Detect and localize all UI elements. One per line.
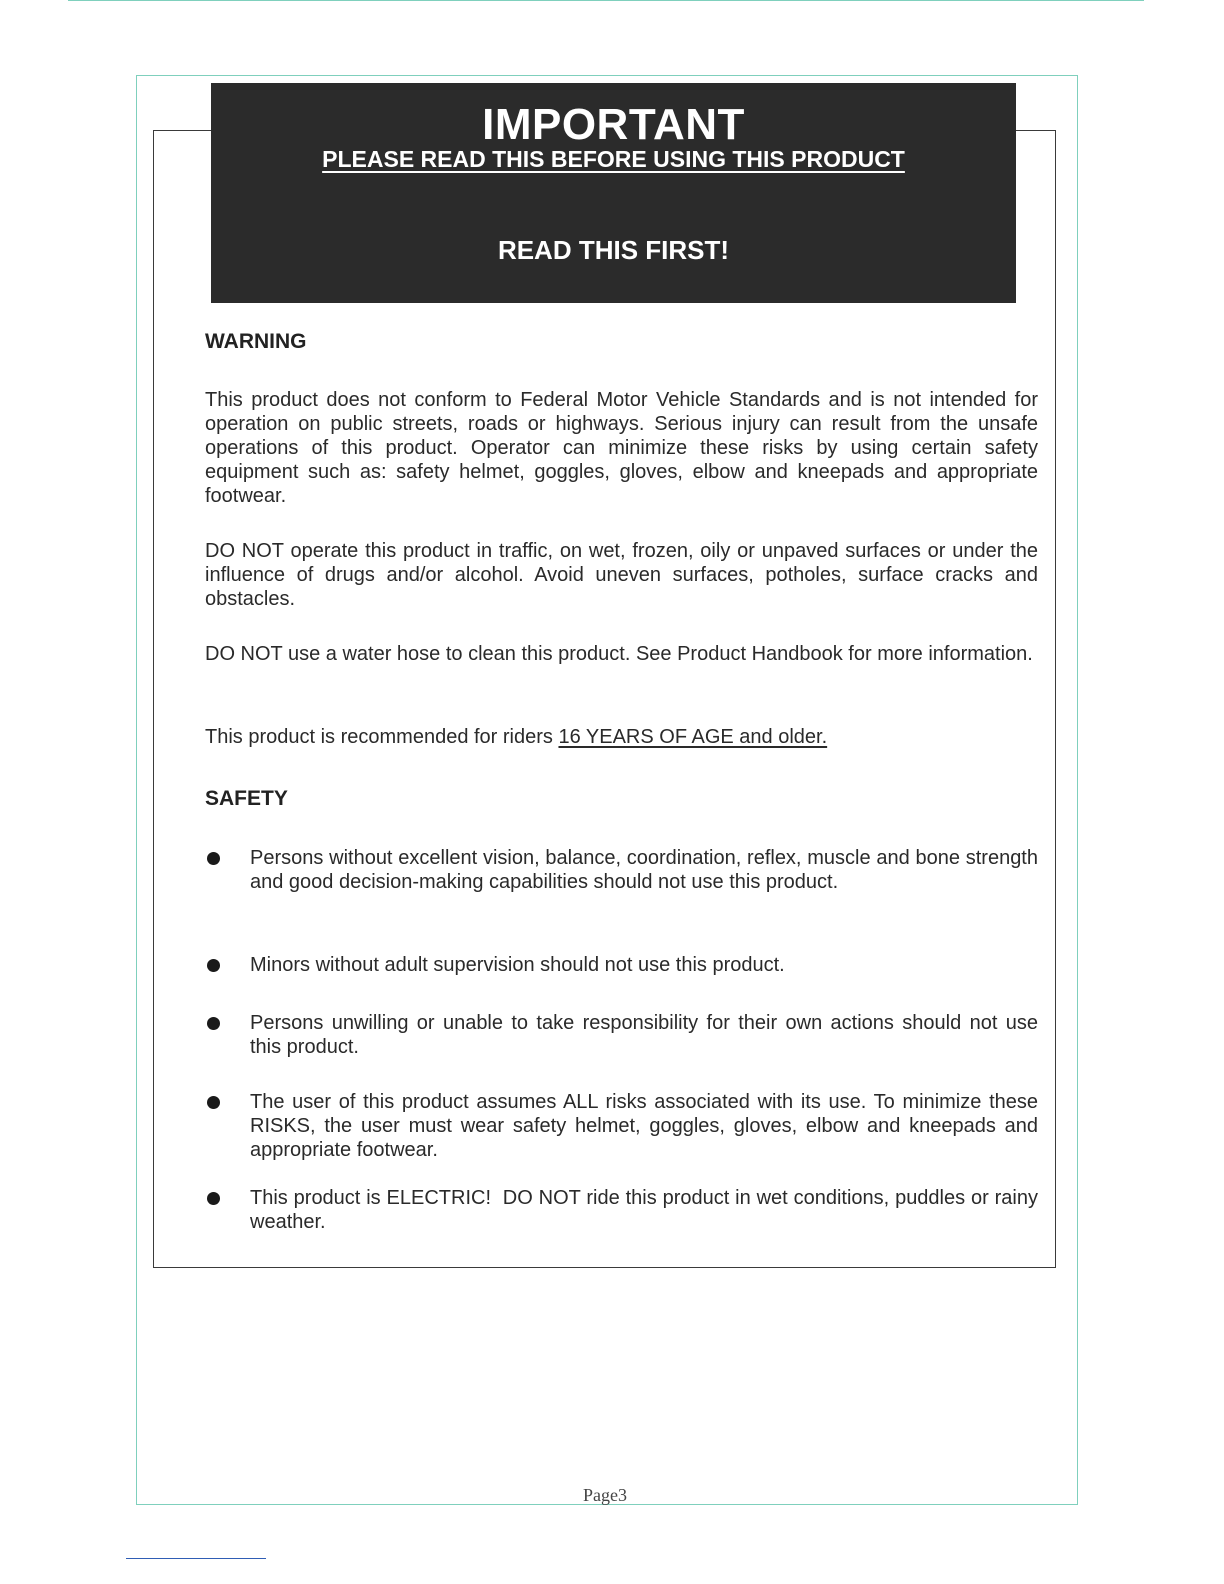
warning-paragraph-2 (205, 539, 1038, 611)
important-banner (211, 83, 1016, 303)
bullet-dot-icon (207, 1017, 220, 1030)
warning-paragraph-1-text: This product does not conform to Federal Motor Vehicle Standards and is not intended for operation on public streets, roads or highways. Serious injury can result from the unsafe operations of this product. Operator can minimize these risks by using certain safety equipment such as: safety helmet, goggles, gloves, elbow and kneepads and appropriate footwear. (205, 389, 1038, 507)
safety-bullet-text: Persons without excellent vision, balance, coordination, reflex, muscle and bone strength and good decision-making capabilities should not use this product. (250, 847, 1038, 893)
banner-subtitle: PLEASE READ THIS BEFORE USING THIS PRODUCT (322, 146, 905, 172)
age-recommendation-text: This product is recommended for riders (205, 726, 559, 748)
warning-heading: WARNING (205, 330, 307, 353)
warning-paragraph-4 (205, 725, 1038, 749)
safety-bullet-text: This product is ELECTRIC! DO NOT ride this product in wet conditions, puddles or rainy weather. (250, 1187, 1044, 1233)
warning-paragraph-1 (205, 388, 1038, 508)
age-recommendation-underlined: 16 YEARS OF AGE and older. (558, 726, 828, 748)
bullet-dot-icon (207, 959, 220, 972)
safety-bullet-text: The user of this product assumes ALL risks associated with its use. To minimize these RISKS, the user must wear safety helmet, goggles, gloves, elbow and kneepads and appropriate footwear. (250, 1091, 1038, 1161)
banner-title: IMPORTANT (482, 100, 745, 149)
safety-heading: SAFETY (205, 787, 288, 810)
banner-read-first: READ THIS FIRST! (497, 235, 730, 265)
safety-bullet-item (205, 953, 1038, 977)
bullet-dot-icon (207, 1096, 220, 1109)
safety-bullet-item (205, 846, 1038, 894)
safety-bullet-text: Minors without adult supervision should not use this product. (250, 954, 785, 976)
warning-paragraph-2-text: DO NOT operate this product in traffic, on wet, frozen, oily or unpaved surfaces or under the influence of drugs and/or alcohol. Avoid uneven surfaces, potholes, surface cracks and obstacles. (205, 540, 1038, 610)
safety-bullet-item (205, 1090, 1038, 1162)
safety-bullet-item (205, 1186, 1044, 1234)
safety-bullet-item (205, 1011, 1038, 1059)
warning-paragraph-3 (205, 642, 1038, 666)
page-number: Page3 (583, 1485, 627, 1505)
bullet-dot-icon (207, 1192, 220, 1205)
safety-bullet-text: Persons unwilling or unable to take responsibility for their own actions should not use this product. (250, 1012, 1038, 1058)
bullet-dot-icon (207, 852, 220, 865)
top-rule (68, 0, 1144, 1)
warning-paragraph-3-text: DO NOT use a water hose to clean this product. See Product Handbook for more information. (205, 643, 1033, 665)
bottom-rule (126, 1558, 266, 1559)
